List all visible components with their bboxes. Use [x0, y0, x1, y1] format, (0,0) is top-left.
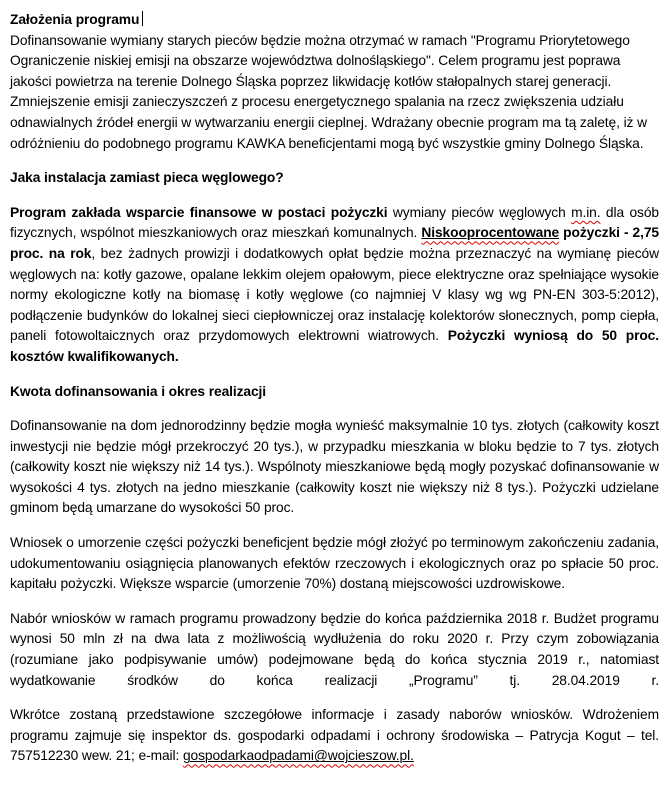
- misspelled-word-abbrev: m.in.: [571, 204, 601, 220]
- misspelled-word-niskooprocentowane: Niskooprocentowane: [421, 225, 560, 241]
- paragraph-intro: Dofinansowanie wymiany starych pieców będzie można otrzymać w ramach "Programu Priorytetowego Ograniczenie niskiej emisji na obszarze województwa dolnośląskiego". Celem programu jest poprawa jakości powietrza na terenie Dolnego Śląska poprzez likwidację kotłów stałopalnych starej generacji. Zmniejszenie emisji zanieczyszczeń z procesu energetycznego spalania na rzecz zwiększenia udziału odnawialnych źródeł energii w wytwarzaniu energii cieplnej. Wdrażany obecnie program ma tą zaletę, iż w odróżnieniu do podobnego programu KAWKA beneficjentami mogą być wszystkie gminy Dolnego Śląska.: [10, 32, 647, 151]
- paragraph-contact: [10, 705, 659, 767]
- email-link[interactable]: [183, 748, 414, 763]
- paragraph-loan: [10, 203, 659, 368]
- document-title: Założenia programu: [10, 12, 140, 27]
- loan-text-b: dla osób fizycznych, wspólnot mieszkaniowych oraz mieszkań komunalnych.: [10, 204, 659, 241]
- loan-text-a: wymiany pieców węglowych: [387, 204, 572, 220]
- contact-text: Wkrótce zostaną przedstawione szczegółowe informacje i zasady naborów wniosków. Wdrożeniem programu zajmuje się inspektor ds. gospodarki odpadami i ochrony środowiska – Patrycja Kogut – tel. 757512230 wew. 21; e-mail:: [10, 707, 659, 764]
- paragraph-funding: Dofinansowanie na dom jednorodzinny będzie mogła wynieść maksymalnie 10 tys. złotych (całkowity koszt inwestycji nie będzie mógł przekroczyć 20 tys.), w przypadku mieszkania w bloku będzie to 7 tys. złotych (całkowity koszt nie większy niż 14 tys.). Wspólnoty mieszkaniowe będą mogły pozyskać dofinansowanie w wysokości 4 tys. złotych na jedno mieszkanie (całkowity koszt nie większy niż 8 tys.). Pożyczki udzielane gminom będą umarzane do wysokości 50 proc.: [10, 418, 659, 516]
- loan-underlined-term: [421, 225, 559, 240]
- loan-bold-rate: pożyczki - 2,75 proc. na rok: [10, 225, 659, 261]
- paragraph-remission: Wniosek o umorzenie części pożyczki beneficjent będzie mógł złożyć po terminowym zakończeniu zadania, udokumentowaniu osiągnięcia planowanych efektów rzeczowych i ekologicznych oraz po spłacie 50 proc. kapitału pożyczki. Większe wsparcie (umorzenie 70%) dostaną miejscowości uzdrowiskowe.: [10, 535, 659, 592]
- heading-installation: Jaka instalacja zamiast pieca węglowego?: [10, 170, 284, 186]
- document-title-line: [10, 10, 659, 31]
- text-cursor: [142, 11, 143, 26]
- email-link-text: gospodarkaodpadami@wojcieszow.pl.: [182, 748, 414, 764]
- loan-bold-lead: Program zakłada wsparcie finansowe w postaci pożyczki: [10, 204, 388, 220]
- heading-funding: Kwota dofinansowania i okres realizacji: [10, 383, 267, 399]
- loan-bold-tail: Pożyczki wyniosą do 50 proc. kosztów kwalifikowanych.: [10, 328, 659, 364]
- loan-text-c: , bez żadnych prowizji i dodatkowych opłat będzie można przeznaczyć na wymianę pieców węglowych na: kotły gazowe, opalane lekkim olejem opałowym, piece elektryczne oraz spełniające wysokie normy ekologiczne kotły na biomasę i kotły węglowe (co najmniej V klasy wg wg PN-EN 303-5:2012), podłączenie budynków do lokalnej sieci ciepłowniczej oraz instalację kolektorów słonecznych, pomp ciepła, paneli fotowoltaicznych oraz przydomowych elektrowni wiatrowych.: [10, 245, 659, 344]
- paragraph-schedule: Nabór wniosków w ramach programu prowadzony będzie do końca października 2018 r. Budżet programu wynosi 50 mln zł na dwa lata z możliwością wydłużenia do roku 2020 r. Przy czym zobowiązania (rozumiane jako podpisywanie umów) podejmowane będą do końca stycznia 2019 r., natomiast wydatkowanie środków do końca realizacji „Programu” tj. 28.04.2019 r.: [10, 610, 659, 688]
